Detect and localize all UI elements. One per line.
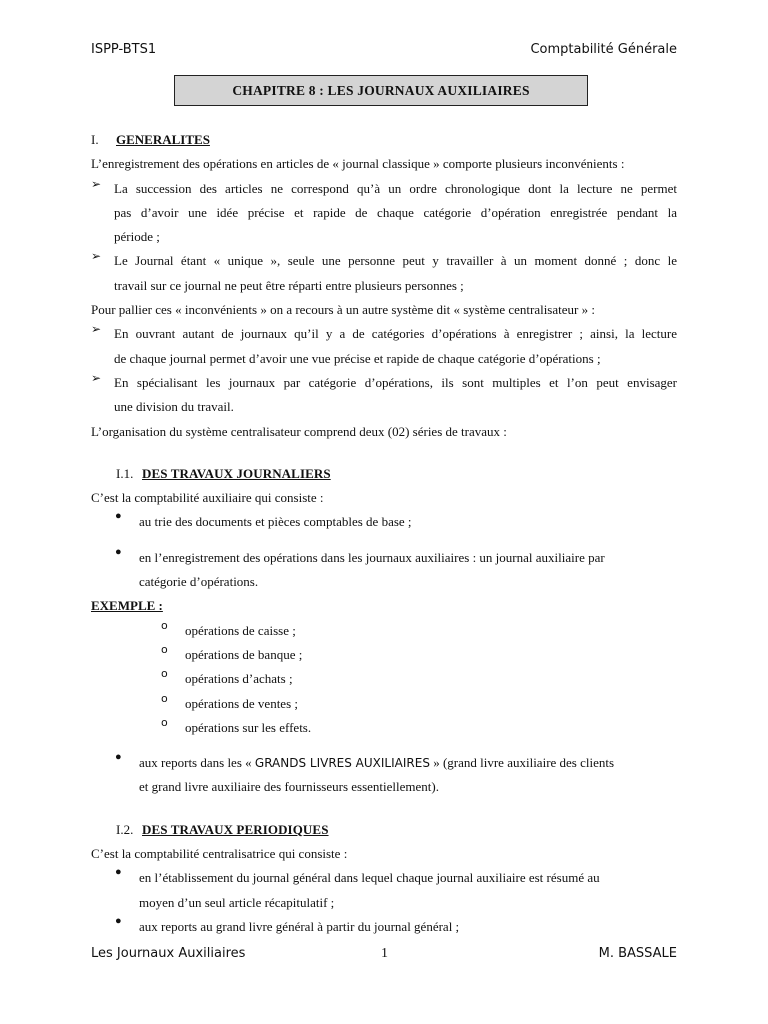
section-heading-generalites: I. GENERALITES [91,132,210,147]
bullet-icon: ● [115,866,122,879]
footer-left: Les Journaux Auxiliaires [91,946,246,961]
list-item: ● au trie des documents et pièces comptables de base ; [115,510,412,530]
paragraph: L’enregistrement des opérations en articles de « journal classique » comporte plusieurs inconvénients : [91,156,625,172]
example-label: EXEMPLE : [91,598,163,614]
circle-bullet-icon: o [161,642,168,656]
bullet-icon: ● [115,510,122,523]
page-number: 1 [381,946,388,961]
paragraph: C’est la comptabilité auxiliaire qui consiste : [91,490,324,506]
list-item: ● aux reports au grand livre général à partir du journal général ; [115,914,460,934]
paragraph: L’organisation du système centralisateur comprend deux (02) séries de travaux : [91,423,507,439]
bullet-icon: ● [115,751,122,764]
footer-right: M. BASSALE [598,946,677,961]
subsection-heading-travaux-periodiques: I.2. DES TRAVAUX PERIODIQUES [116,821,329,837]
page-header [91,42,677,60]
circle-bullet-icon: o [161,715,168,729]
chapter-title: CHAPITRE 8 : LES JOURNAUX AUXILIAIRES [174,75,588,106]
list-item: o opérations de caisse ; [161,618,296,638]
arrow-bullet-icon: ➢ [91,370,102,385]
header-right: Comptabilité Générale [530,42,677,57]
header-left: ISPP-BTS1 [91,42,157,57]
list-item: ● en l’établissement du journal général dans lequel chaque journal auxiliaire est résumé au moyen d’un seul article récapitulatif ; [115,866,600,910]
list-item: ➢ En spécialisant les journaux par catégorie d’opérations, ils sont multiples et l’on peut envisager une division du travail. [91,370,677,415]
list-item: ➢ La succession des articles ne correspond qu’à un ordre chronologique dont la lecture ne permet pas d’avoir une idée précise et rapide de chaque catégorie d’opération enregistrée pendant la période ; [91,176,677,245]
arrow-bullet-icon: ➢ [91,322,102,337]
circle-bullet-icon: o [161,667,168,681]
list-item: o opérations sur les effets. [161,715,312,735]
paragraph: C’est la comptabilité centralisatrice qui consiste : [91,846,348,862]
paragraph: Pour pallier ces « inconvénients » on a recours à un autre système dit « système centralisateur » : [91,302,595,318]
subsection-heading-travaux-journaliers: I.1. DES TRAVAUX JOURNALIERS [116,465,331,481]
list-item: ➢ En ouvrant autant de journaux qu’il y a de catégories d’opérations à enregistrer ; ainsi, la lecture de chaque journal permet d’avoir une vue précise et rapide de chaque catégorie d’opérations ; [91,322,677,366]
bullet-icon: ● [115,545,122,558]
list-item: o opérations de banque ; [161,642,303,662]
circle-bullet-icon: o [161,691,168,705]
list-item: ➢ Le Journal étant « unique », seule une personne peut y travailler à un moment donné ; donc le travail sur ce journal ne peut être réparti entre plusieurs personnes ; [91,249,677,293]
list-item: ● aux reports dans les « GRANDS LIVRES AUXILIAIRES » (grand livre auxiliaire des clients et grand livre auxiliaire des fournisseurs essentiellement). [115,751,615,795]
list-item: ● en l’enregistrement des opérations dans les journaux auxiliaires : un journal auxiliaire par catégorie d’opérations. [115,545,605,590]
page-footer [91,946,677,964]
list-item: o opérations d’achats ; [161,667,293,687]
circle-bullet-icon: o [161,618,168,632]
arrow-bullet-icon: ➢ [91,249,102,264]
bullet-icon: ● [115,914,122,927]
document-body [91,128,677,939]
list-item: o opérations de ventes ; [161,691,298,711]
arrow-bullet-icon: ➢ [91,176,102,191]
